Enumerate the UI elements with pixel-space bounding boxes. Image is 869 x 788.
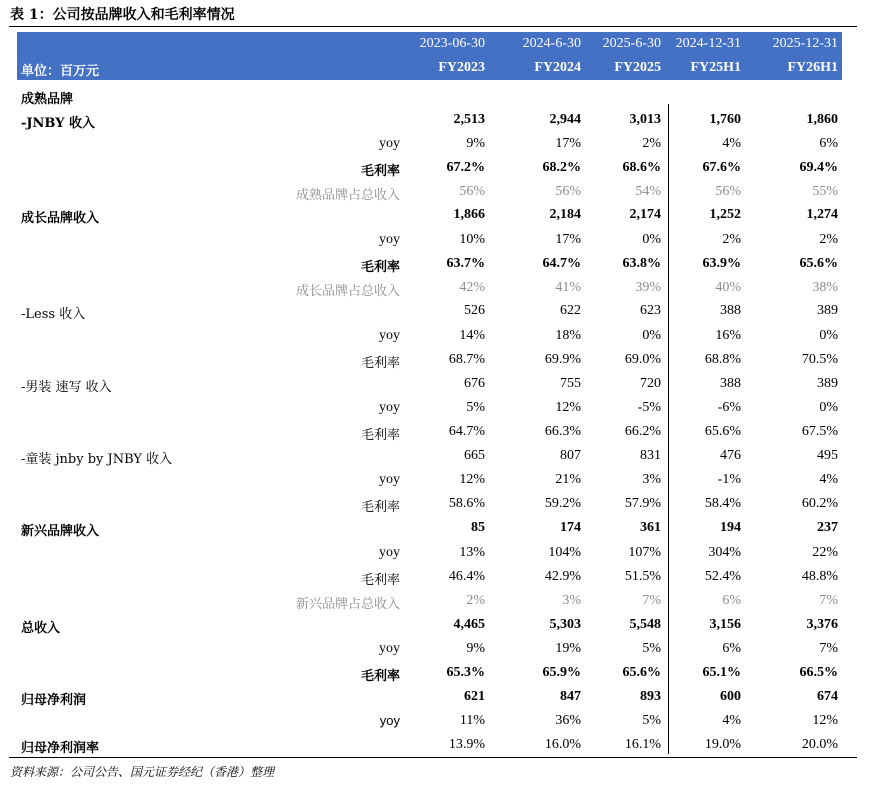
table-row xyxy=(17,203,842,227)
cell-value: 58.6% xyxy=(448,496,485,511)
table-row xyxy=(17,709,842,733)
cell-value: -5% xyxy=(637,400,661,415)
cell-value: 388 xyxy=(720,376,741,391)
row-label: -男装 速写 收入 xyxy=(21,380,112,395)
cell-value: 12% xyxy=(812,713,838,728)
cell-value: 65.3% xyxy=(446,665,485,680)
row-label: 毛利率 xyxy=(360,260,400,275)
row-label: 归母净利润 xyxy=(21,693,87,708)
row-label: yoy xyxy=(379,328,400,343)
cell-value: 13% xyxy=(459,545,485,560)
cell-value: 56% xyxy=(459,184,485,199)
cell-value: 237 xyxy=(817,520,838,535)
row-label: 成长品牌占总收入 xyxy=(295,284,400,299)
row-label: -童装 jnby by JNBY 收入 xyxy=(21,452,173,467)
cell-value: 847 xyxy=(560,689,581,704)
table-row xyxy=(17,733,842,757)
row-label: 毛利率 xyxy=(360,669,400,684)
cell-value: 893 xyxy=(640,689,661,704)
cell-value: 68.8% xyxy=(704,352,741,367)
row-label: 毛利率 xyxy=(360,573,400,588)
header-date: 2024-12-31 xyxy=(675,36,741,51)
cell-value: 65.9% xyxy=(542,665,581,680)
row-label: yoy xyxy=(379,641,400,656)
source-note: 资料来源：公司公告、国元证券经纪（香港）整理 xyxy=(10,765,275,779)
row-label: -Less 收入 xyxy=(21,307,86,322)
cell-value: 48.8% xyxy=(801,569,838,584)
cell-value: 42% xyxy=(459,280,485,295)
table-row xyxy=(17,396,842,420)
cell-value: 57.9% xyxy=(624,496,661,511)
table-row xyxy=(17,420,842,444)
row-label: 成长品牌收入 xyxy=(21,211,100,226)
cell-value: 13.9% xyxy=(448,737,485,752)
cell-value: 623 xyxy=(640,303,661,318)
cell-value: 107% xyxy=(628,545,661,560)
row-label: yoy xyxy=(379,472,400,487)
row-label: -JNBY 收入 xyxy=(21,116,95,131)
cell-value: 63.9% xyxy=(702,256,741,271)
cell-value: 1,760 xyxy=(709,112,741,127)
table-row xyxy=(17,252,842,276)
table-row xyxy=(17,541,842,565)
row-label: 毛利率 xyxy=(360,428,400,443)
cell-value: 66.5% xyxy=(799,665,838,680)
cell-value: 526 xyxy=(464,303,485,318)
header-date: 2024-6-30 xyxy=(522,36,581,51)
cell-value: 194 xyxy=(720,520,741,535)
cell-value: 3% xyxy=(642,472,661,487)
header-period: FY2024 xyxy=(534,60,581,75)
cell-value: -1% xyxy=(717,472,741,487)
cell-value: 4% xyxy=(722,136,741,151)
cell-value: 1,252 xyxy=(709,207,741,222)
table-row xyxy=(17,685,842,709)
header-period: FY2023 xyxy=(438,60,485,75)
cell-value: 807 xyxy=(560,448,581,463)
row-label: 毛利率 xyxy=(360,356,400,371)
cell-value: 19.0% xyxy=(704,737,741,752)
cell-value: 9% xyxy=(466,136,485,151)
cell-value: 2,174 xyxy=(629,207,661,222)
cell-value: 2,184 xyxy=(549,207,581,222)
cell-value: 66.3% xyxy=(544,424,581,439)
cell-value: 3% xyxy=(562,593,581,608)
cell-value: 2% xyxy=(642,136,661,151)
header-period: FY26H1 xyxy=(787,60,838,75)
cell-value: 7% xyxy=(642,593,661,608)
cell-value: 1,866 xyxy=(453,207,485,222)
cell-value: 0% xyxy=(819,328,838,343)
cell-value: 0% xyxy=(819,400,838,415)
unit-label: 单位：百万元 xyxy=(21,64,100,79)
cell-value: 674 xyxy=(817,689,838,704)
table-row xyxy=(17,348,842,372)
cell-value: 600 xyxy=(720,689,741,704)
header-period: FY2025 xyxy=(614,60,661,75)
cell-value: 476 xyxy=(720,448,741,463)
table-row xyxy=(17,156,842,180)
cell-value: -6% xyxy=(717,400,741,415)
cell-value: 12% xyxy=(555,400,581,415)
cell-value: 676 xyxy=(464,376,485,391)
cell-value: 36% xyxy=(555,713,581,728)
cell-value: 3,156 xyxy=(709,617,741,632)
cell-value: 64.7% xyxy=(448,424,485,439)
table-row xyxy=(17,84,842,108)
cell-value: 2% xyxy=(819,232,838,247)
cell-value: 389 xyxy=(817,303,838,318)
cell-value: 1,860 xyxy=(806,112,838,127)
cell-value: 67.6% xyxy=(702,160,741,175)
cell-value: 46.4% xyxy=(448,569,485,584)
cell-value: 621 xyxy=(464,689,485,704)
table-header xyxy=(17,32,842,80)
cell-value: 12% xyxy=(459,472,485,487)
cell-value: 5% xyxy=(642,641,661,656)
cell-value: 68.7% xyxy=(448,352,485,367)
table-row xyxy=(17,516,842,540)
table-row xyxy=(17,613,842,637)
table-row xyxy=(17,180,842,204)
row-label: yoy xyxy=(379,400,400,415)
cell-value: 40% xyxy=(715,280,741,295)
cell-value: 55% xyxy=(812,184,838,199)
cell-value: 19% xyxy=(555,641,581,656)
cell-value: 65.6% xyxy=(622,665,661,680)
cell-value: 2,944 xyxy=(549,112,581,127)
cell-value: 389 xyxy=(817,376,838,391)
cell-value: 67.2% xyxy=(446,160,485,175)
cell-value: 17% xyxy=(555,136,581,151)
cell-value: 4% xyxy=(819,472,838,487)
row-label: 毛利率 xyxy=(360,500,400,515)
cell-value: 16.1% xyxy=(624,737,661,752)
cell-value: 51.5% xyxy=(624,569,661,584)
cell-value: 622 xyxy=(560,303,581,318)
table-row xyxy=(17,228,842,252)
cell-value: 58.4% xyxy=(704,496,741,511)
cell-value: 16% xyxy=(715,328,741,343)
header-period: FY25H1 xyxy=(690,60,741,75)
cell-value: 65.6% xyxy=(704,424,741,439)
cell-value: 56% xyxy=(715,184,741,199)
cell-value: 1,274 xyxy=(806,207,838,222)
cell-value: 5,303 xyxy=(549,617,581,632)
cell-value: 21% xyxy=(555,472,581,487)
cell-value: 831 xyxy=(640,448,661,463)
table-row xyxy=(17,637,842,661)
table-row xyxy=(17,276,842,300)
cell-value: 54% xyxy=(635,184,661,199)
table-row xyxy=(17,444,842,468)
cell-value: 18% xyxy=(555,328,581,343)
cell-value: 6% xyxy=(722,641,741,656)
cell-value: 174 xyxy=(560,520,581,535)
table-row xyxy=(17,372,842,396)
cell-value: 22% xyxy=(812,545,838,560)
cell-value: 69.4% xyxy=(799,160,838,175)
cell-value: 388 xyxy=(720,303,741,318)
cell-value: 16.0% xyxy=(544,737,581,752)
cell-value: 4% xyxy=(722,713,741,728)
row-label: 新兴品牌占总收入 xyxy=(295,597,400,612)
table-row xyxy=(17,132,842,156)
cell-value: 0% xyxy=(642,328,661,343)
cell-value: 2,513 xyxy=(453,112,485,127)
cell-value: 3,376 xyxy=(806,617,838,632)
cell-value: 3,013 xyxy=(629,112,661,127)
cell-value: 5% xyxy=(642,713,661,728)
cell-value: 17% xyxy=(555,232,581,247)
row-label: 总收入 xyxy=(21,621,61,636)
cell-value: 104% xyxy=(548,545,581,560)
top-rule xyxy=(9,26,857,27)
table-row xyxy=(17,565,842,589)
cell-value: 14% xyxy=(459,328,485,343)
cell-value: 2% xyxy=(466,593,485,608)
cell-value: 6% xyxy=(722,593,741,608)
cell-value: 10% xyxy=(459,232,485,247)
table-row xyxy=(17,589,842,613)
cell-value: 38% xyxy=(812,280,838,295)
cell-value: 70.5% xyxy=(801,352,838,367)
table-row xyxy=(17,468,842,492)
cell-value: 65.1% xyxy=(702,665,741,680)
cell-value: 665 xyxy=(464,448,485,463)
cell-value: 5% xyxy=(466,400,485,415)
cell-value: 56% xyxy=(555,184,581,199)
cell-value: 66.2% xyxy=(624,424,661,439)
cell-value: 65.6% xyxy=(799,256,838,271)
cell-value: 495 xyxy=(817,448,838,463)
cell-value: 63.8% xyxy=(622,256,661,271)
header-date: 2025-6-30 xyxy=(602,36,661,51)
cell-value: 7% xyxy=(819,593,838,608)
bottom-rule xyxy=(9,757,857,758)
cell-value: 39% xyxy=(635,280,661,295)
cell-value: 755 xyxy=(560,376,581,391)
cell-value: 69.0% xyxy=(624,352,661,367)
cell-value: 361 xyxy=(640,520,661,535)
cell-value: 68.6% xyxy=(622,160,661,175)
cell-value: 720 xyxy=(640,376,661,391)
cell-value: 52.4% xyxy=(704,569,741,584)
cell-value: 9% xyxy=(466,641,485,656)
row-label: 成熟品牌 xyxy=(21,92,74,107)
row-label: 新兴品牌收入 xyxy=(21,524,100,539)
cell-value: 4,465 xyxy=(453,617,485,632)
row-label: yoy xyxy=(379,545,400,560)
cell-value: 304% xyxy=(708,545,741,560)
cell-value: 68.2% xyxy=(542,160,581,175)
cell-value: 41% xyxy=(555,280,581,295)
row-label: yoy xyxy=(379,713,400,728)
cell-value: 7% xyxy=(819,641,838,656)
table-row xyxy=(17,661,842,685)
cell-value: 42.9% xyxy=(544,569,581,584)
cell-value: 11% xyxy=(459,713,485,728)
cell-value: 6% xyxy=(819,136,838,151)
table-row xyxy=(17,299,842,323)
cell-value: 5,548 xyxy=(629,617,661,632)
cell-value: 67.5% xyxy=(801,424,838,439)
cell-value: 2% xyxy=(722,232,741,247)
cell-value: 69.9% xyxy=(544,352,581,367)
row-label: 毛利率 xyxy=(360,164,400,179)
cell-value: 63.7% xyxy=(446,256,485,271)
cell-value: 64.7% xyxy=(542,256,581,271)
cell-value: 85 xyxy=(471,520,485,535)
header-date: 2025-12-31 xyxy=(772,36,838,51)
row-label: 成熟品牌占总收入 xyxy=(295,188,400,203)
cell-value: 59.2% xyxy=(544,496,581,511)
cell-value: 20.0% xyxy=(801,737,838,752)
table-title: 表 1：公司按品牌收入和毛利率情况 xyxy=(10,7,235,23)
table-row xyxy=(17,492,842,516)
cell-value: 0% xyxy=(642,232,661,247)
row-label: yoy xyxy=(379,232,400,247)
row-label: yoy xyxy=(379,136,400,151)
row-label: 归母净利润率 xyxy=(21,741,100,756)
header-date: 2023-06-30 xyxy=(419,36,485,51)
table-row xyxy=(17,324,842,348)
cell-value: 60.2% xyxy=(801,496,838,511)
table-row xyxy=(17,108,842,132)
